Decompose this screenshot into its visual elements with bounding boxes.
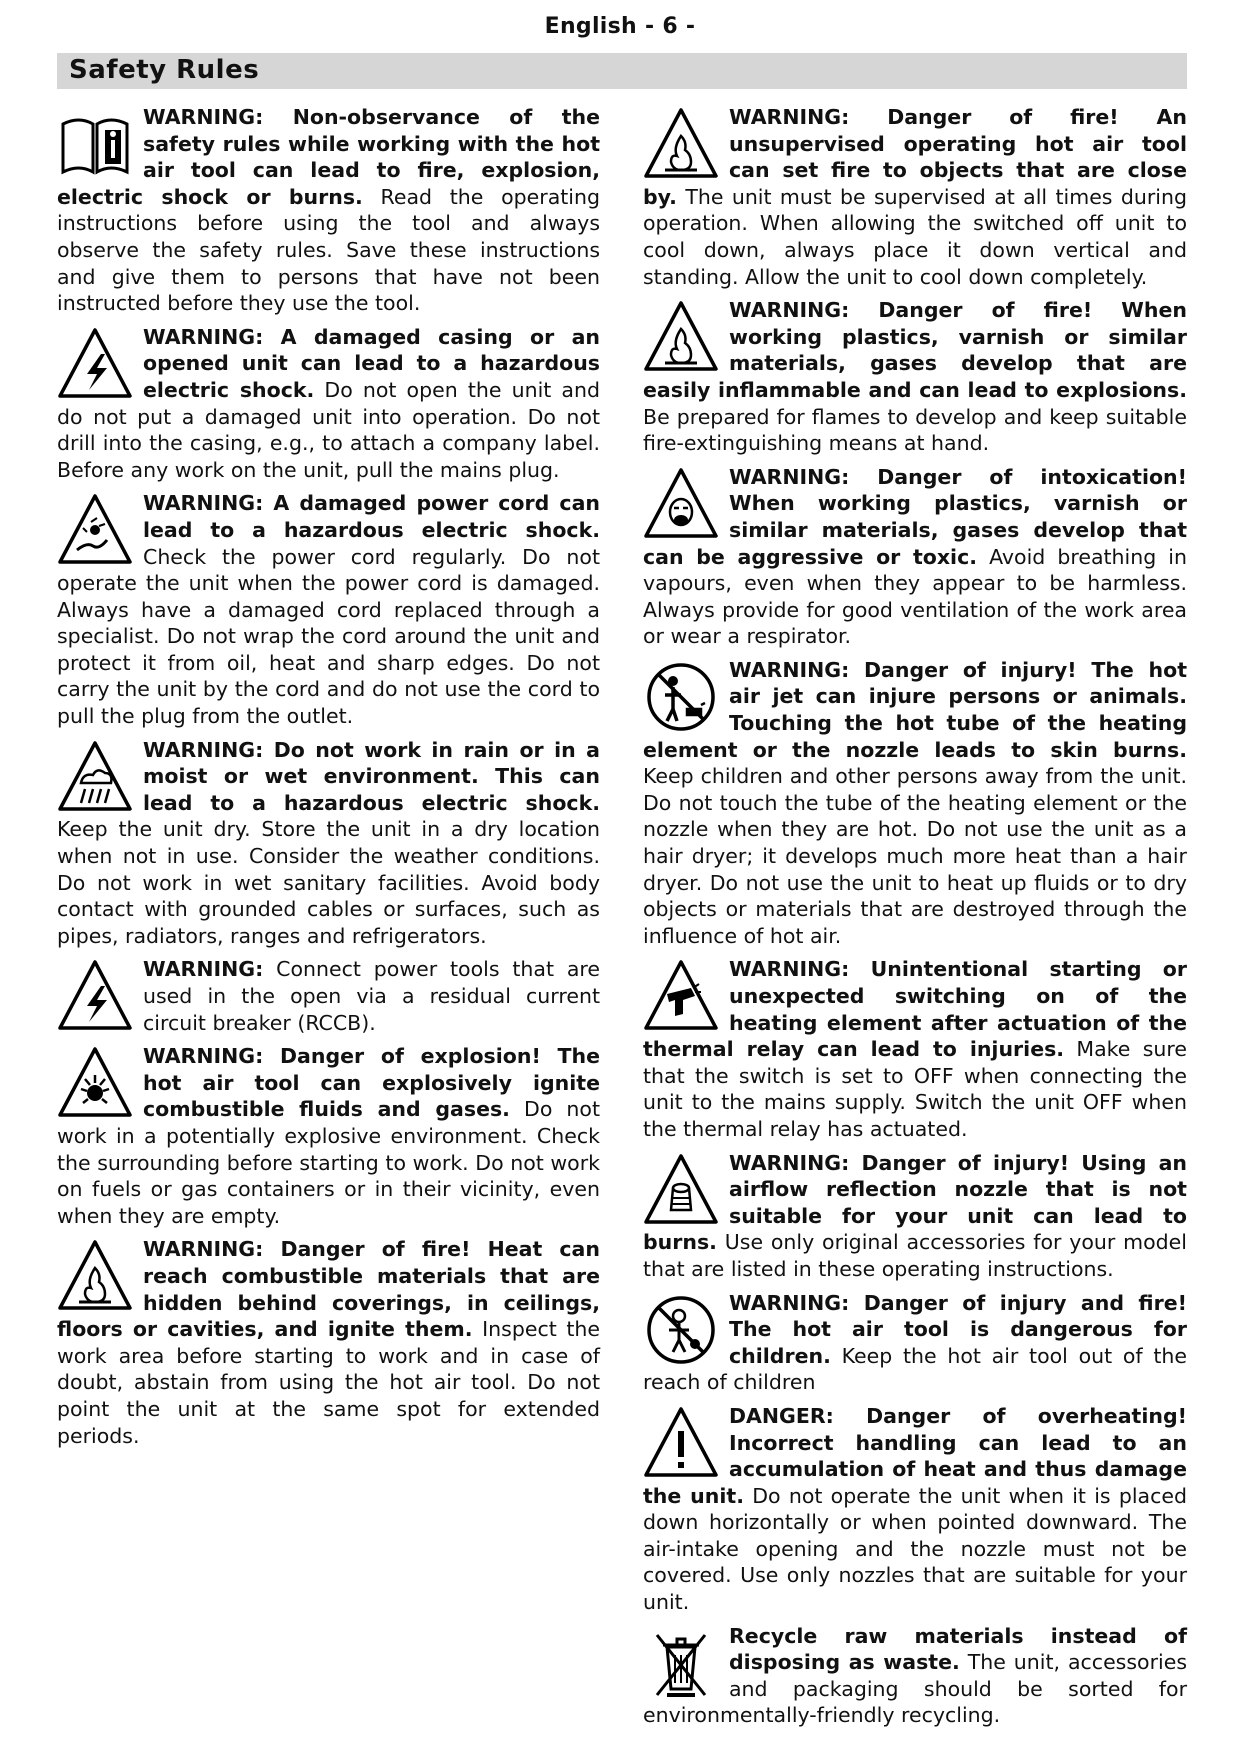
fire-warning-icon [643, 106, 719, 182]
warning-text: Do not open the unit and do not put a damaged unit into operation. Do not drill into the casing, e.g., to attach a company label. Before any work on the unit, pull the mains plug. [57, 377, 600, 482]
warning-headline: WARNING: A damaged casing or an opened unit can lead to a hazardous electric shock. [143, 324, 600, 402]
warning-headline: WARNING: Danger of explosion! The hot air tool can explosively ignite combustible fluids and gases. [143, 1044, 600, 1122]
warning-headline: WARNING: Do not work in rain or in a moist or wet environment. This can lead to a hazardous electric shock. [143, 737, 600, 815]
warning-item [643, 1290, 1187, 1396]
rain-warning-icon [57, 739, 133, 815]
nozzle-warning-icon [643, 1152, 719, 1228]
warning-headline: WARNING: Danger of injury and fire! The hot air tool is dangerous for children. [729, 1290, 1187, 1368]
warning-item [643, 1623, 1187, 1729]
warning-text: The unit must be supervised at all times during operation. When allowing the switched off unit to cool down, always place it down vertical and standing. Allow the unit to cool down completely. [643, 184, 1187, 289]
warning-item [643, 657, 1187, 950]
warning-text: Use only original accessories for your model that are listed in these operating instructions. [643, 1230, 1187, 1281]
warning-item [57, 1043, 600, 1229]
warning-text: Do not work in a potentially explosive environment. Check the surrounding before starting to work. Do not work on fuels or gas containers or in their vicinity, even when they are empty. [57, 1097, 601, 1228]
left-column [57, 104, 600, 1456]
page-number-header: English - 6 - [544, 14, 696, 39]
damaged-cord-warning-icon [57, 492, 133, 568]
warning-headline: Recycle raw materials instead of disposing as waste. [729, 1623, 1187, 1675]
electric-shock-warning-icon [57, 958, 133, 1034]
warning-item [643, 104, 1187, 290]
warning-item [643, 464, 1187, 650]
warning-text: Keep the unit dry. Store the unit in a dry location when not in use. Consider the weather conditions. Do not work in wet sanitary facilities. Avoid body contact with grounded cables or surfaces, such as pipes, radiators, ranges and refrigerators. [57, 817, 600, 948]
section-title-bar [57, 53, 1187, 89]
fire-warning-icon [57, 1238, 133, 1314]
warning-headline: WARNING: Unintentional starting or unexpected switching on of the heating element after actuation of the thermal relay can lead to injuries. [643, 957, 1187, 1062]
warning-text: Connect power tools that are used in the open via a residual current circuit breaker (RCCB). [143, 957, 600, 1035]
warning-headline: DANGER: Danger of overheating! Incorrect handling can lead to an accumulation of heat and thus damage the unit. [643, 1403, 1187, 1508]
crossed-bin-icon [643, 1625, 719, 1701]
warning-headline: WARNING: Danger of fire! When working plastics, varnish or similar materials, gases develop that are easily inflammable and can lead to explosions. [643, 298, 1187, 402]
section-title: Safety Rules [69, 55, 260, 85]
warning-headline: WARNING: Danger of injury! The hot air jet can injure persons or animals. Touching the hot tube of the heating element or the nozzle leads to skin burns. [643, 657, 1187, 762]
warning-text: Read the operating instructions before using the tool and always observe the safety rules. Save these instructions and give them to persons that have not been instructed before they use the tool. [57, 184, 600, 316]
warning-item [643, 1150, 1187, 1283]
warning-item [643, 297, 1187, 457]
explosion-warning-icon [57, 1045, 133, 1121]
electric-shock-warning-icon [57, 326, 133, 402]
warning-headline: WARNING: Danger of intoxication! When working plastics, varnish or similar materials, gases develop that can be aggressive or toxic. [643, 464, 1187, 569]
warning-text: Inspect the work area before starting to work and in case of doubt, abstain from using the hot air tool. Do not point the unit at the same spot for extended periods. [57, 1317, 600, 1448]
warning-text: Be prepared for flames to develop and keep suitable fire-extinguishing means at hand. [643, 404, 1187, 456]
warning-item [57, 324, 600, 484]
info-manual-icon [57, 106, 133, 182]
warning-text: Keep the hot air tool out of the reach of children [643, 1343, 1187, 1395]
no-children-icon [643, 1292, 719, 1368]
warning-item [57, 737, 600, 950]
warning-headline: WARNING: Danger of fire! An unsupervised operating hot air tool can set fire to objects that are close by. [643, 105, 1187, 209]
warning-item [57, 104, 600, 317]
warning-item [57, 490, 600, 729]
right-column [643, 104, 1187, 1736]
warning-headline: WARNING: Danger of injury! Using an airflow reflection nozzle that is not suitable for your unit can lead to burns. [643, 1150, 1187, 1255]
warning-item [643, 956, 1187, 1142]
warning-text: The unit, accessories and packaging should be sorted for environmentally-friendly recycling. [643, 1650, 1187, 1728]
warning-headline: WARNING: [143, 957, 264, 982]
warning-text: Avoid breathing in vapours, even when they appear to be harmless. Always provide for good ventilation of the work area or wear a respirator. [643, 544, 1187, 649]
warning-text: Make sure that the switch is set to OFF when connecting the unit to the mains supply. Switch the unit OFF when the thermal relay has actuated. [643, 1037, 1187, 1141]
warning-text: Check the power cord regularly. Do not operate the unit when the power cord is damaged. Always have a damaged cord replaced through a specialist. Do not wrap the cord around the unit and protect it from oil, heat and sharp edges. Do not carry the unit by the cord and do not use the cord to pull the plug from the outlet. [57, 544, 600, 729]
warning-item [643, 1403, 1187, 1616]
unintended-start-warning-icon [643, 958, 719, 1034]
warning-text: Do not operate the unit when it is placed down horizontally or when pointed downward. The air-intake opening and the nozzle must not be covered. Use only nozzles that are suitable for your unit. [643, 1483, 1187, 1615]
warning-headline: WARNING: Danger of fire! Heat can reach combustible materials that are hidden behind coverings, in ceilings, floors or cavities, and ignite them. [57, 1237, 600, 1342]
warning-item [57, 1236, 600, 1449]
respirator-warning-icon [643, 466, 719, 542]
fire-warning-icon [643, 299, 719, 375]
warning-text: Keep children and other persons away from the unit. Do not touch the tube of the heating element or the nozzle when they are hot. Do not use the unit as a hair dryer; it develops much more heat than a hair dryer. Do not use the unit to heat up fluids or to dry objects or materials that are destroyed through the influence of hot air. [643, 764, 1187, 948]
warning-headline: WARNING: A damaged power cord can lead to a hazardous electric shock. [143, 491, 600, 542]
warning-headline: WARNING: Non-observance of the safety rules while working with the hot air tool can lead to fire, explosion, electric shock or burns. [57, 105, 600, 209]
warning-item [57, 956, 600, 1036]
exclamation-warning-icon [643, 1405, 719, 1481]
no-persons-animals-icon [643, 659, 719, 735]
